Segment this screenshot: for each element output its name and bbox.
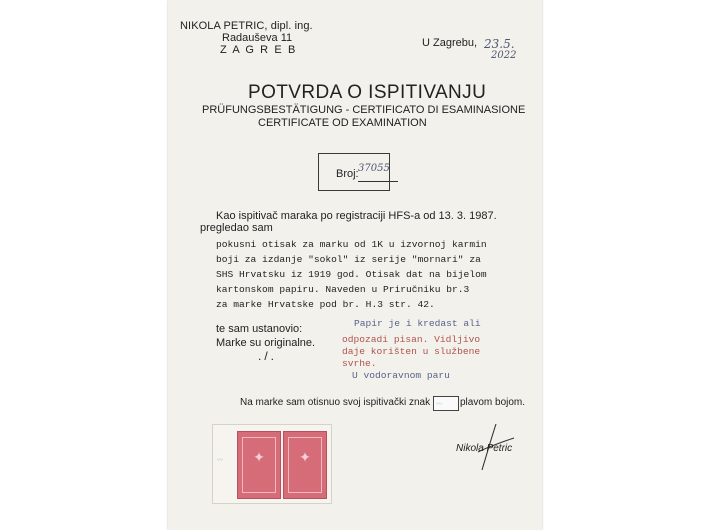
intro-line-2: pregledao sam	[200, 222, 273, 234]
note-line-5: U vodoravnom paru	[352, 370, 450, 381]
issuer-street: Radauševa 11	[222, 32, 293, 44]
falcon-icon: ✦	[299, 449, 311, 465]
examiner-mark-box	[433, 396, 459, 411]
date-year: 2022	[491, 50, 517, 61]
stamp-right	[283, 431, 327, 499]
broj-label: Broj:	[336, 168, 359, 180]
broj-underline	[358, 181, 398, 182]
certificate-page	[168, 0, 542, 530]
note-line-3: daje korišten u službene	[342, 346, 481, 357]
issuer-name: NIKOLA PETRIC, dipl. ing.	[180, 20, 313, 32]
issuer-city: Z A G R E B	[220, 44, 297, 56]
mark-sentence-pre: Na marke sam otisnuo svoj ispitivački znak	[240, 397, 431, 408]
description-line-4: kartonskom papiru. Naveden u Priručniku br.3	[216, 284, 470, 295]
document-title: POTVRDA O ISPITIVANJU	[248, 82, 487, 103]
stamp-left	[237, 431, 281, 499]
statement-line-2: Marke su originalne.	[216, 337, 316, 349]
note-line-2: odpozadi pisan. Vidljivo	[342, 334, 481, 345]
mark-sentence-post: plavom bojom.	[460, 397, 526, 408]
note-line-4: svrhe.	[342, 358, 377, 369]
document-subtitle-2: CERTIFICATE OD EXAMINATION	[258, 117, 427, 129]
place-label: U Zagrebu,	[422, 37, 478, 49]
note-line-1: Papir je i kredast ali	[354, 318, 481, 329]
date-day: 23.5.	[484, 37, 515, 51]
document-subtitle-1: PRÜFUNGSBESTÄTIGUNG - CERTIFICATO DI ESAMINASIONE	[202, 104, 526, 116]
statement-line-1: te sam ustanovio:	[216, 323, 303, 335]
description-line-5: za marke Hrvatske pod br. H.3 str. 42.	[216, 299, 435, 310]
stamp-pair	[212, 424, 332, 504]
examiner-margin-mark-icon: 〰	[217, 458, 224, 464]
description-line-3: SHS Hrvatsku iz 1919 god. Otisak dat na bijelom	[216, 269, 487, 280]
intro-line-1: Kao ispitivač maraka po registraciji HFS-a od 13. 3. 1987.	[216, 210, 497, 222]
examiner-mark-icon: 〰	[436, 402, 443, 408]
falcon-icon: ✦	[253, 449, 265, 465]
description-line-2: boji za izdanje "sokol" iz serije "mornari" za	[216, 254, 481, 265]
signature-name: Nikola Petric	[456, 443, 513, 454]
description-line-1: pokusni otisak za marku od 1K u izvornoj karmin	[216, 239, 487, 250]
statement-line-3: ./.	[258, 349, 278, 363]
broj-number: 37055	[358, 163, 390, 174]
